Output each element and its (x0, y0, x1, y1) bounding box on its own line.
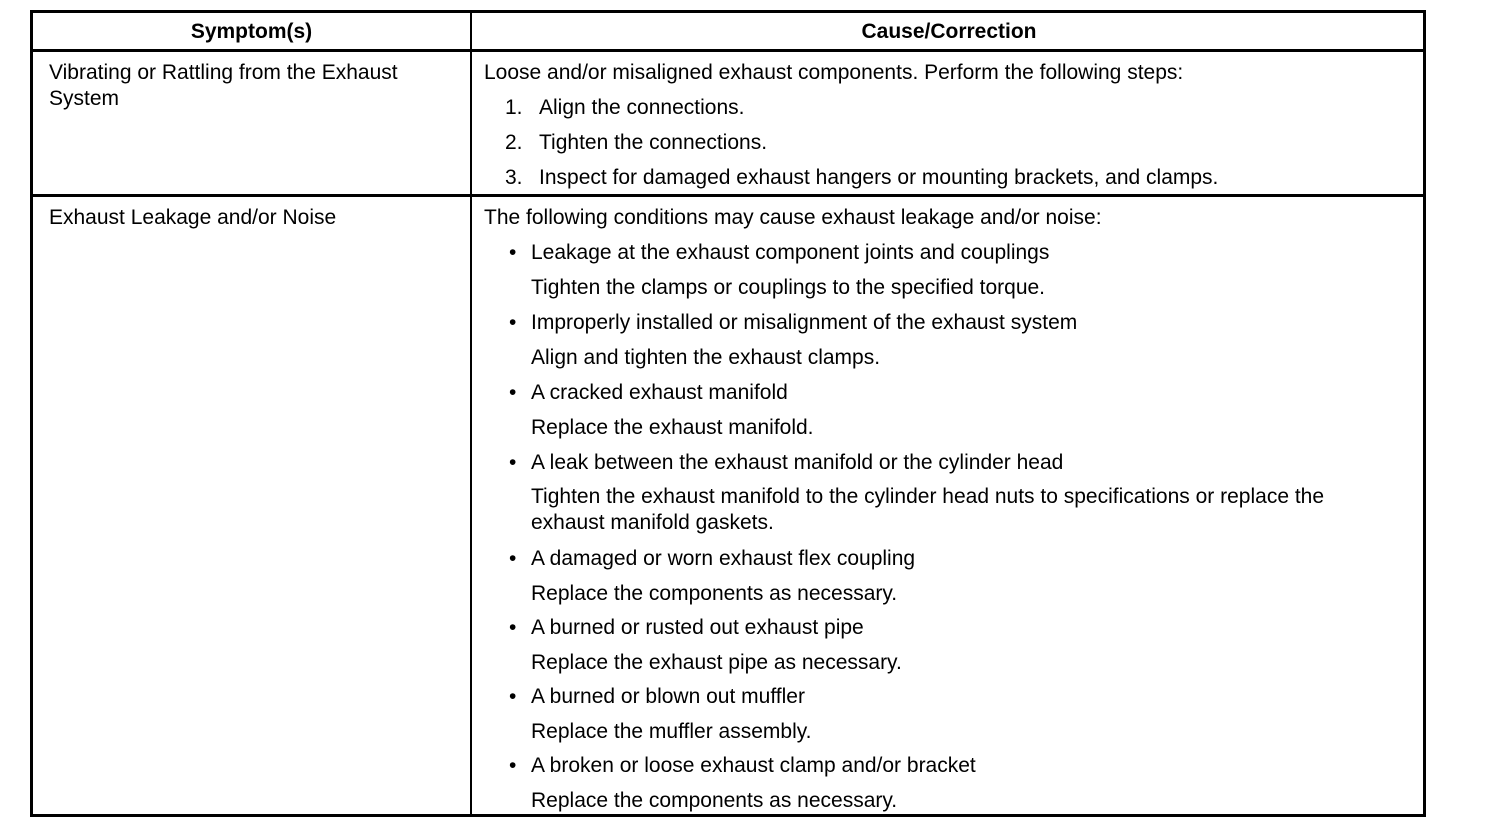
bullet-icon: • (509, 547, 517, 570)
diagnostic-table (30, 10, 1426, 817)
correction-text: Replace the components as necessary. (531, 582, 898, 605)
table-header-row (33, 13, 1423, 52)
symptom-cell-2: Exhaust Leakage and/or Noise (49, 206, 337, 229)
condition-text: Leakage at the exhaust component joints and couplings (531, 241, 1050, 264)
correction-text: Replace the components as necessary. (531, 789, 898, 812)
bullet-icon: • (509, 685, 517, 708)
condition-item (505, 380, 788, 406)
step-number: 3. (505, 166, 523, 189)
condition-text: Improperly installed or misalignment of the exhaust system (531, 311, 1078, 334)
bullet-icon: • (509, 616, 517, 639)
step-text: Inspect for damaged exhaust hangers or mounting brackets, and clamps. (539, 166, 1219, 189)
step-item (505, 165, 1218, 191)
step-number: 2. (505, 131, 523, 154)
condition-item (505, 753, 976, 779)
bullet-icon: • (509, 241, 517, 264)
condition-item (505, 615, 864, 641)
condition-text: A leak between the exhaust manifold or the cylinder head (531, 451, 1064, 474)
condition-item (505, 546, 915, 572)
step-text: Tighten the connections. (539, 131, 768, 154)
cause-intro-1: Loose and/or misaligned exhaust components. Perform the following steps: (484, 61, 1184, 84)
cause-column-header: Cause/Correction (861, 20, 1037, 43)
bullet-icon: • (509, 754, 517, 777)
correction-text: Tighten the clamps or couplings to the specified torque. (531, 276, 1046, 299)
correction-text: Align and tighten the exhaust clamps. (531, 346, 881, 369)
bullet-icon: • (509, 311, 517, 334)
step-text: Align the connections. (539, 96, 745, 119)
condition-item (505, 450, 1063, 476)
condition-text: A burned or blown out muffler (531, 685, 805, 708)
bullet-icon: • (509, 381, 517, 404)
symptom-cell-1: Vibrating or Rattling from the Exhaust System (49, 61, 398, 110)
column-divider (470, 13, 472, 814)
symptom-column-header: Symptom(s) (190, 20, 313, 43)
condition-item (505, 684, 805, 710)
step-number: 1. (505, 96, 523, 119)
condition-text: A damaged or worn exhaust flex coupling (531, 547, 916, 570)
correction-text: Replace the muffler assembly. (531, 720, 812, 743)
condition-text: A broken or loose exhaust clamp and/or bracket (531, 754, 976, 777)
step-item (505, 130, 767, 156)
condition-text: A burned or rusted out exhaust pipe (531, 616, 864, 639)
correction-text: Tighten the exhaust manifold to the cylinder head nuts to specifications or replace the exhaust manifold gaskets. (531, 485, 1325, 534)
row-divider (33, 194, 1423, 197)
condition-item (505, 310, 1077, 336)
cause-intro-2: The following conditions may cause exhaust leakage and/or noise: (484, 206, 1102, 229)
step-item (505, 95, 744, 121)
correction-text: Replace the exhaust pipe as necessary. (531, 651, 902, 674)
condition-text: A cracked exhaust manifold (531, 381, 788, 404)
correction-text: Replace the exhaust manifold. (531, 416, 814, 439)
bullet-icon: • (509, 451, 517, 474)
condition-item (505, 240, 1049, 266)
